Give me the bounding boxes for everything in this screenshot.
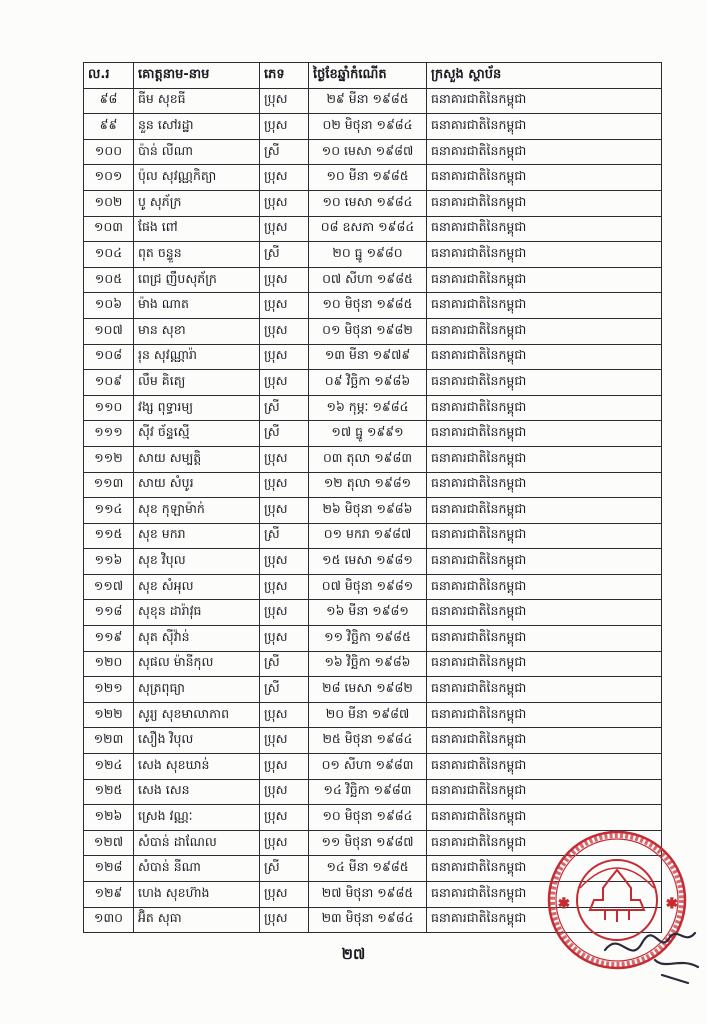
cell-institution: ធនាគារជាតិនៃកម្ពុជា (427, 856, 662, 882)
cell-sex: ប្រុស (260, 830, 309, 856)
cell-institution: ធនាគារជាតិនៃកម្ពុជា (427, 549, 662, 575)
cell-sex: ប្រុស (260, 626, 309, 652)
cell-dob: ២៧ មិថុនា ១៩៨៥ (309, 882, 427, 908)
cell-dob: ១៦ កុម្ភៈ ១៩៨៤ (309, 395, 427, 421)
cell-sex: ប្រុស (260, 318, 309, 344)
header-dob: ថ្ងៃខែឆ្នាំកំណើត (309, 63, 427, 89)
cell-no: ១១១ (84, 421, 134, 447)
cell-institution: ធនាគារជាតិនៃកម្ពុជា (427, 702, 662, 728)
cell-institution: ធនាគារជាតិនៃកម្ពុជា (427, 421, 662, 447)
cell-name: សូរ្យ សុខមាលាភាព (134, 702, 260, 728)
cell-name: ហេង សុខហ៊ាង (134, 882, 260, 908)
cell-dob: ០៨ ឧសភា ១៩៨៤ (309, 216, 427, 242)
cell-sex: ប្រុស (260, 805, 309, 831)
cell-sex: ប្រុស (260, 728, 309, 754)
cell-dob: ១១ មិថុនា ១៩៨៧ (309, 830, 427, 856)
cell-no: ១១៤ (84, 498, 134, 524)
cell-institution: ធនាគារជាតិនៃកម្ពុជា (427, 805, 662, 831)
table-row (84, 677, 662, 703)
cell-dob: ០១ សីហា ១៩៨៣ (309, 754, 427, 780)
seal-star-right: ✱ (666, 896, 678, 912)
cell-name: ធីម សុខធី (134, 88, 260, 114)
cell-institution: ធនាគារជាតិនៃកម្ពុជា (427, 370, 662, 396)
cell-dob: ០៣ តុលា ១៩៨៣ (309, 446, 427, 472)
table-row (84, 139, 662, 165)
cell-no: ១១៧ (84, 574, 134, 600)
cell-institution: ធនាគារជាតិនៃកម្ពុជា (427, 600, 662, 626)
cell-sex: ប្រុស (260, 88, 309, 114)
table-row (84, 395, 662, 421)
table-body (84, 88, 662, 933)
cell-dob: ១១ វិច្ឆិកា ១៩៨៥ (309, 626, 427, 652)
table-row (84, 165, 662, 191)
cell-sex: ប្រុស (260, 344, 309, 370)
cell-institution: ធនាគារជាតិនៃកម្ពុជា (427, 677, 662, 703)
cell-institution: ធនាគារជាតិនៃកម្ពុជា (427, 242, 662, 268)
cell-institution: ធនាគារជាតិនៃកម្ពុជា (427, 318, 662, 344)
cell-sex: ប្រុស (260, 754, 309, 780)
cell-no: ១២៣ (84, 728, 134, 754)
cell-no: ១០៥ (84, 267, 134, 293)
cell-name: សុផល ម៉ានីកុល (134, 651, 260, 677)
cell-name: បូ សុភ័ក្រ (134, 190, 260, 216)
table-row (84, 242, 662, 268)
cell-dob: ១០ មេសា ១៩៨៤ (309, 190, 427, 216)
cell-no: ១១៣ (84, 472, 134, 498)
cell-name: ម៉ាង ណាត (134, 293, 260, 319)
cell-dob: ២៣ មិថុនា ១៩៨៤ (309, 907, 427, 933)
cell-institution: ធនាគារជាតិនៃកម្ពុជា (427, 216, 662, 242)
cell-no: ១៣០ (84, 907, 134, 933)
table-row (84, 472, 662, 498)
table-row (84, 626, 662, 652)
cell-institution: ធនាគារជាតិនៃកម្ពុជា (427, 779, 662, 805)
cell-institution: ធនាគារជាតិនៃកម្ពុជា (427, 574, 662, 600)
table-row (84, 216, 662, 242)
cell-name: សុត ស៊ីវ៉ាន់ (134, 626, 260, 652)
cell-no: ១២៧ (84, 830, 134, 856)
cell-name: ស៊ីវ ច័ន្ទស្មើ (134, 421, 260, 447)
cell-institution: ធនាគារជាតិនៃកម្ពុជា (427, 523, 662, 549)
cell-no: ១០៨ (84, 344, 134, 370)
cell-dob: ១៦ វិច្ឆិកា ១៩៨៦ (309, 651, 427, 677)
cell-sex: ប្រុស (260, 216, 309, 242)
cell-dob: ១២ តុលា ១៩៨១ (309, 472, 427, 498)
seal-star-left: ✱ (558, 896, 570, 912)
cell-sex: ប្រុស (260, 165, 309, 191)
cell-sex: ប្រុស (260, 779, 309, 805)
cell-sex: ស្រី (260, 242, 309, 268)
cell-sex: ប្រុស (260, 907, 309, 933)
cell-sex: ប្រុស (260, 574, 309, 600)
cell-no: ១០៩ (84, 370, 134, 396)
table-row (84, 190, 662, 216)
cell-institution: ធនាគារជាតិនៃកម្ពុជា (427, 882, 662, 908)
cell-no: ១០៣ (84, 216, 134, 242)
table-row (84, 779, 662, 805)
cell-sex: ស្រី (260, 651, 309, 677)
cell-dob: ១០ មិថុនា ១៩៨៤ (309, 805, 427, 831)
cell-dob: ២៨ មេសា ១៩៨២ (309, 677, 427, 703)
table-row (84, 728, 662, 754)
cell-institution: ធនាគារជាតិនៃកម្ពុជា (427, 165, 662, 191)
cell-sex: ប្រុស (260, 549, 309, 575)
cell-sex: ប្រុស (260, 370, 309, 396)
cell-sex: ប្រុស (260, 114, 309, 140)
cell-name: សុខ សំអុល (134, 574, 260, 600)
cell-no: ១១២ (84, 446, 134, 472)
signature (600, 925, 705, 995)
table-row (84, 574, 662, 600)
cell-no: ៩៩ (84, 114, 134, 140)
cell-sex: ស្រី (260, 421, 309, 447)
cell-sex: ប្រុស (260, 498, 309, 524)
cell-no: ១០២ (84, 190, 134, 216)
cell-name: នួន សៅរដ្ឋា (134, 114, 260, 140)
cell-no: ១២៨ (84, 856, 134, 882)
cell-no: ១១៨ (84, 600, 134, 626)
cell-sex: ប្រុស (260, 267, 309, 293)
cell-no: ១២២ (84, 702, 134, 728)
header-no: ល.រ (84, 63, 134, 89)
table-row (84, 114, 662, 140)
cell-name: ប៉ាន់ លីណា (134, 139, 260, 165)
table-row (84, 421, 662, 447)
header-sex: ភេទ (260, 63, 309, 89)
cell-name: សេង សេន (134, 779, 260, 805)
table-row (84, 523, 662, 549)
cell-dob: ១០ មិថុនា ១៩៨៥ (309, 293, 427, 319)
cell-name: មាន សុខា (134, 318, 260, 344)
cell-dob: ០១ មិថុនា ១៩៨២ (309, 318, 427, 344)
table-row (84, 754, 662, 780)
cell-sex: ប្រុស (260, 190, 309, 216)
cell-no: ១២៩ (84, 882, 134, 908)
cell-dob: ២៩ មីនា ១៩៨៥ (309, 88, 427, 114)
cell-no: ១០៧ (84, 318, 134, 344)
cell-sex: ប្រុស (260, 472, 309, 498)
cell-name: សំបាន់ នីណា (134, 856, 260, 882)
cell-dob: ១៦ មីនា ១៩៨១ (309, 600, 427, 626)
cell-no: ១២១ (84, 677, 134, 703)
cell-sex: ប្រុស (260, 293, 309, 319)
seal-temple-emblem (590, 870, 644, 910)
cell-name: សុត្រពុធ្យា (134, 677, 260, 703)
cell-no: ១០០ (84, 139, 134, 165)
cell-name: លឹម គិត្យេ (134, 370, 260, 396)
table-row (84, 88, 662, 114)
cell-no: ១២៥ (84, 779, 134, 805)
cell-no: ១០៦ (84, 293, 134, 319)
cell-name: សេង សុខឃាន់ (134, 754, 260, 780)
cell-no: ១២៤ (84, 754, 134, 780)
cell-name: សំបាន់ ដាណែល (134, 830, 260, 856)
cell-institution: ធនាគារជាតិនៃកម្ពុជា (427, 114, 662, 140)
cell-name: ពុត ចន្ទួន (134, 242, 260, 268)
cell-no: ១០៤ (84, 242, 134, 268)
table-row (84, 446, 662, 472)
cell-name: សុខុន ដារ៉ាវុធ (134, 600, 260, 626)
cell-no: ១១៩ (84, 626, 134, 652)
header-name: គោត្តនាម-នាម (134, 63, 260, 89)
cell-name: សឿង វិបុល (134, 728, 260, 754)
page-number: ២៧ (341, 945, 366, 963)
cell-institution: ធនាគារជាតិនៃកម្ពុជា (427, 344, 662, 370)
cell-dob: ១០ មេសា ១៩៨៧ (309, 139, 427, 165)
cell-no: ១១០ (84, 395, 134, 421)
cell-dob: ១៧ ធ្នូ ១៩៩១ (309, 421, 427, 447)
cell-dob: ២០ ធ្នូ ១៩៨០ (309, 242, 427, 268)
table-row (84, 370, 662, 396)
cell-institution: ធនាគារជាតិនៃកម្ពុជា (427, 472, 662, 498)
cell-dob: ០៧ មិថុនា ១៩៨១ (309, 574, 427, 600)
table-row (84, 702, 662, 728)
cell-dob: ០៧ សីហា ១៩៨៥ (309, 267, 427, 293)
cell-institution: ធនាគារជាតិនៃកម្ពុជា (427, 498, 662, 524)
cell-dob: ១៥ មេសា ១៩៨១ (309, 549, 427, 575)
cell-institution: ធនាគារជាតិនៃកម្ពុជា (427, 728, 662, 754)
cell-institution: ធនាគារជាតិនៃកម្ពុជា (427, 446, 662, 472)
cell-dob: ២០ មីនា ១៩៨៧ (309, 702, 427, 728)
cell-name: ពេជ្រ ញឹបសុភ័ក្រ (134, 267, 260, 293)
cell-institution: ធនាគារជាតិនៃកម្ពុជា (427, 267, 662, 293)
cell-name: សុខ មករា (134, 523, 260, 549)
cell-name: អ៊ិត សុធា (134, 907, 260, 933)
cell-sex: ប្រុស (260, 702, 309, 728)
cell-no: ១០១ (84, 165, 134, 191)
cell-no: ១១៦ (84, 549, 134, 575)
cell-institution: ធនាគារជាតិនៃកម្ពុជា (427, 190, 662, 216)
roster-table (83, 62, 662, 933)
seal-emblem-base (605, 910, 629, 922)
cell-no: ១២៦ (84, 805, 134, 831)
table-row (84, 805, 662, 831)
cell-name: ប៉ុល សុវណ្ណកិត្យា (134, 165, 260, 191)
cell-name: រុន សុវណ្ណារ៉ា (134, 344, 260, 370)
cell-sex: ប្រុស (260, 882, 309, 908)
cell-name: សាយ សម្បត្តិ (134, 446, 260, 472)
cell-no: ១១៥ (84, 523, 134, 549)
cell-institution: ធនាគារជាតិនៃកម្ពុជា (427, 395, 662, 421)
cell-name: សុខ កុឡាម៉ាក់ (134, 498, 260, 524)
cell-sex: ប្រុស (260, 600, 309, 626)
cell-dob: ១៤ មីនា ១៩៨៥ (309, 856, 427, 882)
table-row (84, 600, 662, 626)
cell-sex: ស្រី (260, 856, 309, 882)
cell-dob: ២៦ មិថុនា ១៩៨៦ (309, 498, 427, 524)
cell-name: សុខ វិបុល (134, 549, 260, 575)
table-row (84, 293, 662, 319)
cell-dob: ០៩ វិច្ឆិកា ១៩៨៦ (309, 370, 427, 396)
table-row (84, 344, 662, 370)
cell-sex: ស្រី (260, 523, 309, 549)
cell-name: សាយ សំបូរ (134, 472, 260, 498)
table-header-row (84, 63, 662, 89)
cell-sex: ស្រី (260, 395, 309, 421)
cell-institution: ធនាគារជាតិនៃកម្ពុជា (427, 293, 662, 319)
cell-institution: ធនាគារជាតិនៃកម្ពុជា (427, 830, 662, 856)
cell-sex: ស្រី (260, 677, 309, 703)
cell-dob: ១៣ មីនា ១៩៧៩ (309, 344, 427, 370)
cell-name: ស្រេង វណ្ណៈ (134, 805, 260, 831)
cell-institution: ធនាគារជាតិនៃកម្ពុជា (427, 626, 662, 652)
cell-no: ១២០ (84, 651, 134, 677)
table-row (84, 498, 662, 524)
cell-dob: ១៤ វិច្ឆិកា ១៩៨៣ (309, 779, 427, 805)
cell-dob: ១០ មីនា ១៩៨៥ (309, 165, 427, 191)
cell-sex: ស្រី (260, 139, 309, 165)
table-row (84, 549, 662, 575)
cell-dob: ០២ មិថុនា ១៩៨៤ (309, 114, 427, 140)
cell-institution: ធនាគារជាតិនៃកម្ពុជា (427, 907, 662, 933)
cell-institution: ធនាគារជាតិនៃកម្ពុជា (427, 651, 662, 677)
cell-no: ៩៨ (84, 88, 134, 114)
cell-name: វង្ស ពុទ្ធារម្យ (134, 395, 260, 421)
cell-dob: ០១ មករា ១៩៨៧ (309, 523, 427, 549)
cell-institution: ធនាគារជាតិនៃកម្ពុជា (427, 139, 662, 165)
cell-name: ផែង ពៅ (134, 216, 260, 242)
cell-sex: ប្រុស (260, 446, 309, 472)
header-institution: ក្រសួង ស្ថាប័ន (427, 63, 662, 89)
table-row (84, 651, 662, 677)
cell-institution: ធនាគារជាតិនៃកម្ពុជា (427, 88, 662, 114)
cell-institution: ធនាគារជាតិនៃកម្ពុជា (427, 754, 662, 780)
table-row (84, 318, 662, 344)
table-row (84, 267, 662, 293)
cell-dob: ២៥ មិថុនា ១៩៨៤ (309, 728, 427, 754)
